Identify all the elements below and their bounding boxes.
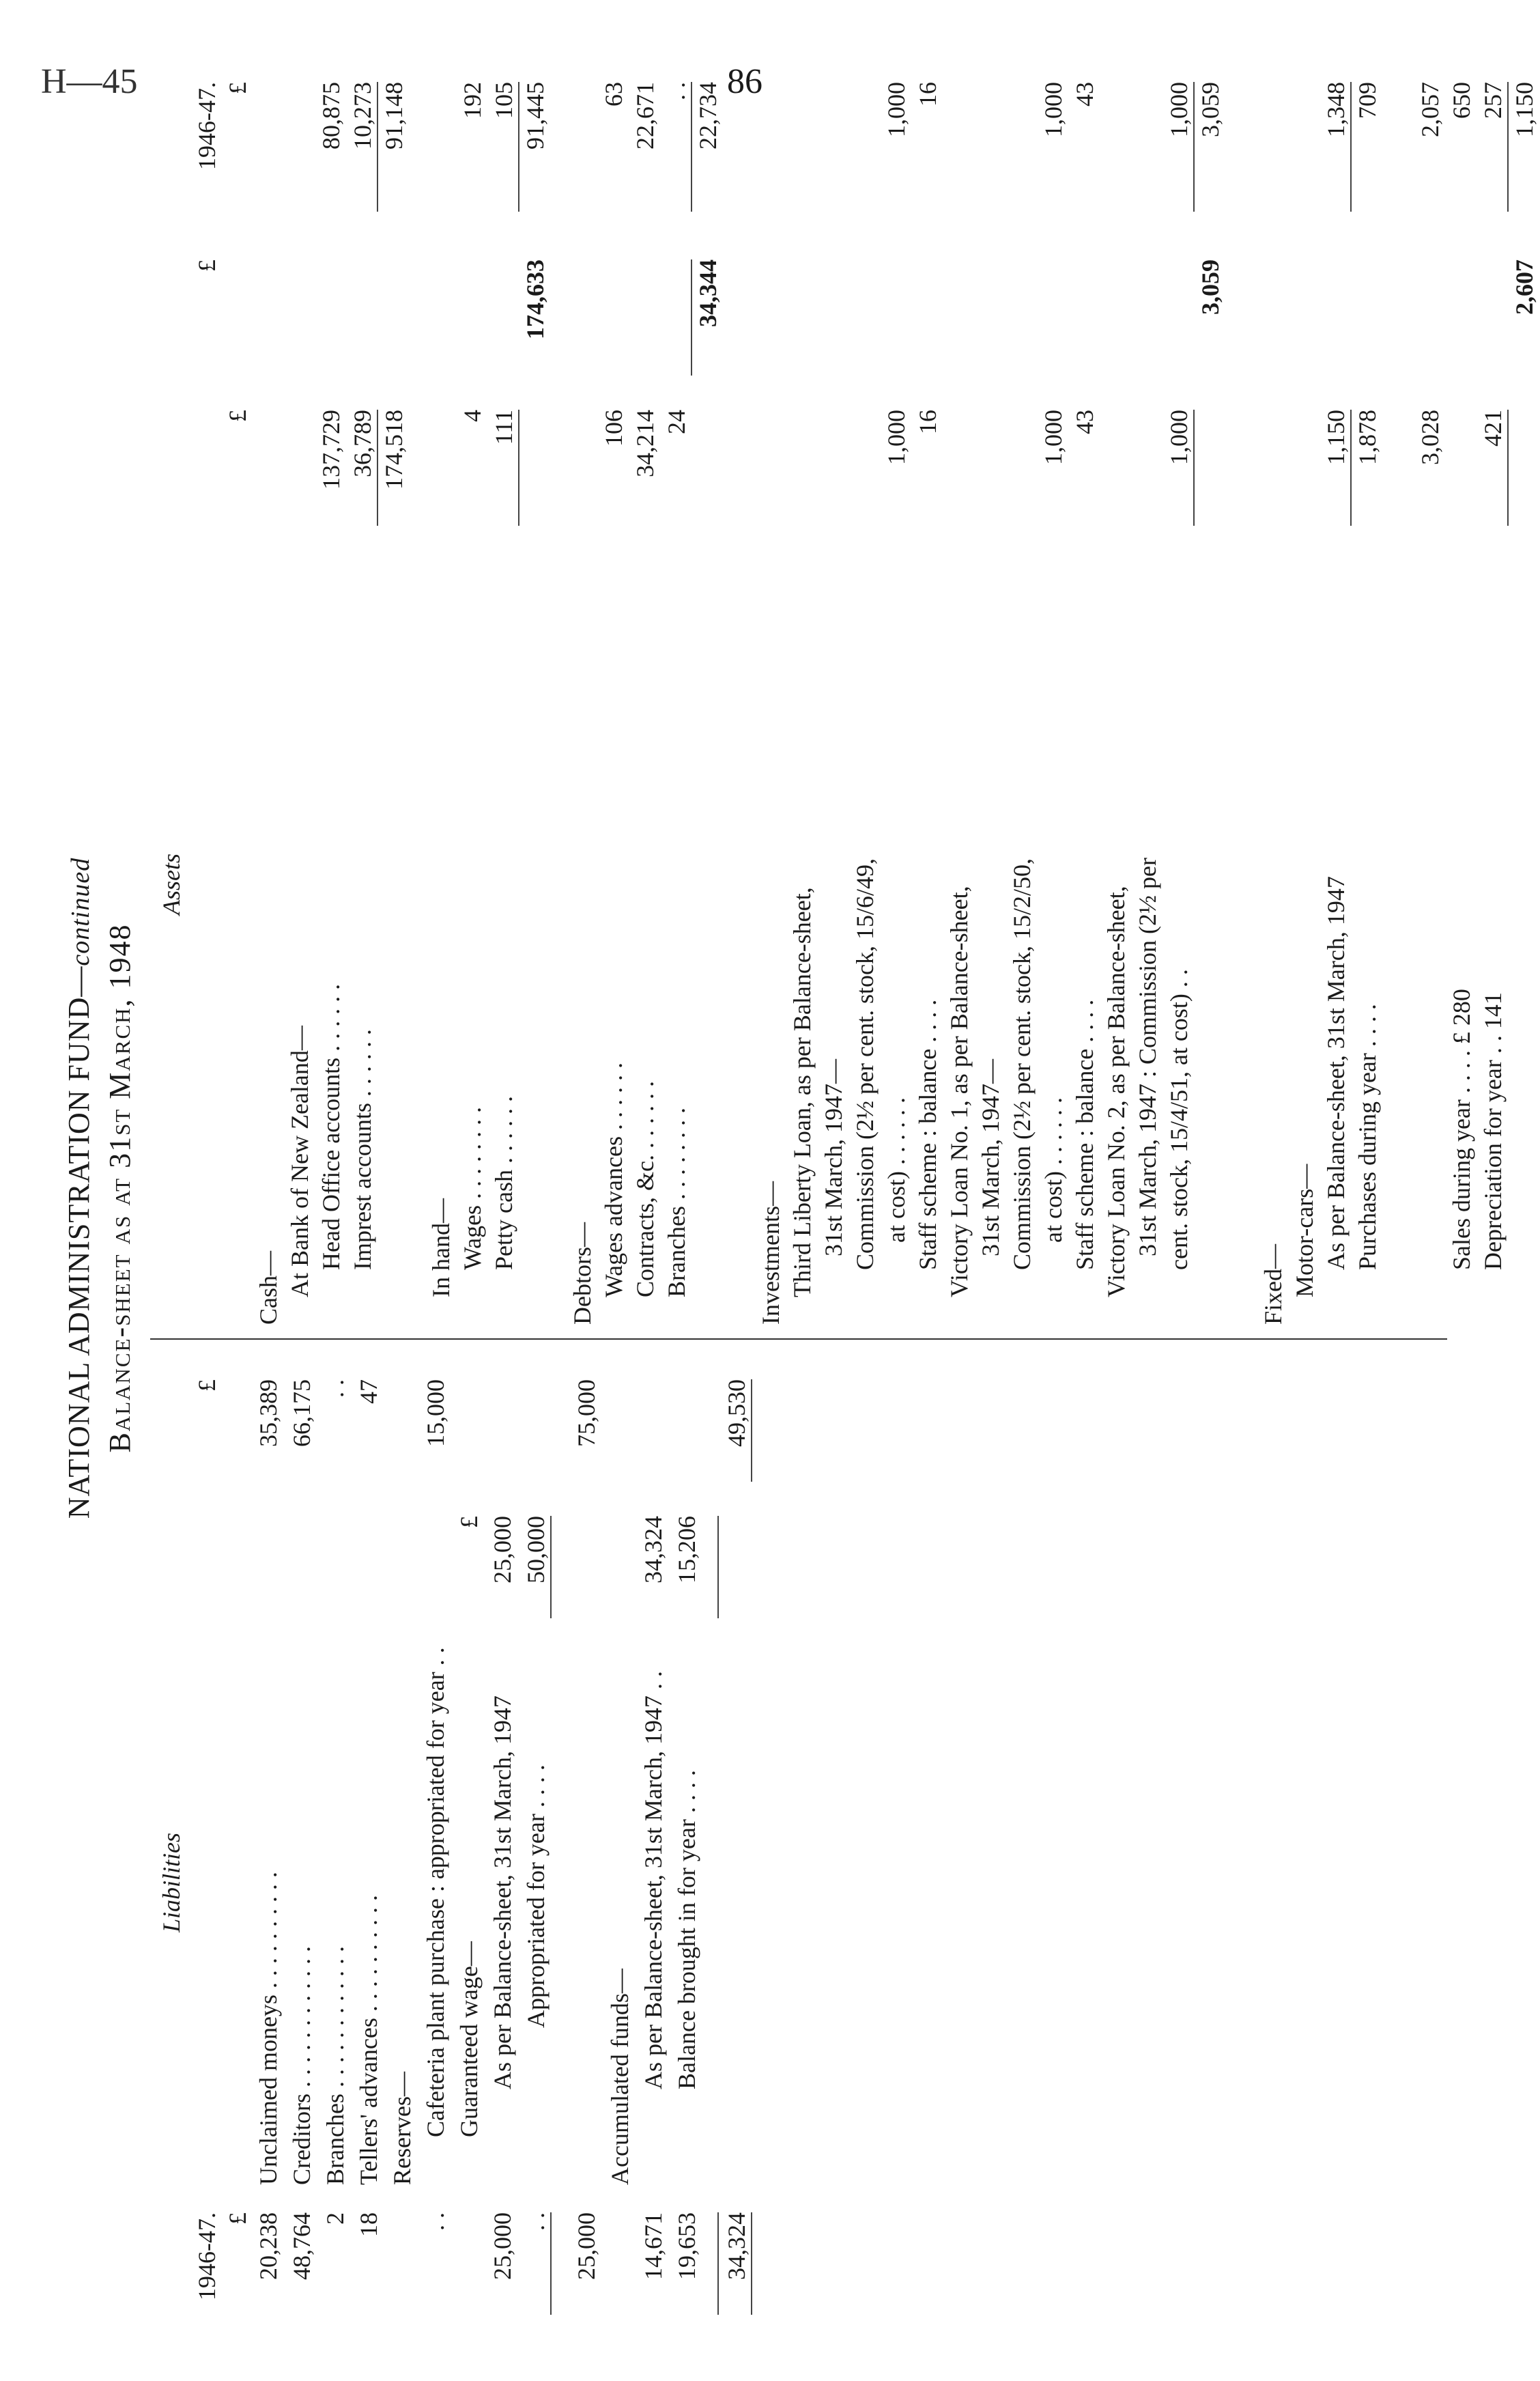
sub-amount: 1,000 (1165, 410, 1193, 465)
row-label: Head Office accounts . . . . . . (317, 983, 345, 1270)
row-label: Victory Loan No. 1, as per Balance-sheet, (945, 886, 973, 1297)
amount: 66,175 (288, 1379, 315, 1447)
column-divider (150, 1338, 1447, 1340)
row-label: 31st March, 1947— (820, 1059, 847, 1256)
total-rule (1507, 410, 1509, 526)
total-rule (518, 410, 519, 526)
sub-amount: 34,214 (631, 410, 659, 477)
currency-heading-sub: £ (224, 410, 251, 422)
sub-amount: 50,000 (522, 1516, 550, 1583)
prev-year-value: 91,148 (380, 82, 408, 150)
prev-year-value: . . (422, 2212, 449, 2231)
total-rule (377, 410, 378, 526)
prev-year-currency: £ (224, 82, 251, 94)
amount: 174,633 (522, 259, 549, 339)
row-label: Creditors . . . . . . . . . . . . (288, 1946, 315, 2185)
balance-sheet-subtitle: Balance-sheet as at 31st March, 1948 (103, 923, 137, 1453)
row-label: As per Balance-sheet, 31st March, 1947 . . (639, 1671, 667, 2089)
total-rule (550, 2212, 552, 2315)
sub-amount: 25,000 (489, 1516, 516, 1583)
sub-amount: 16 (914, 410, 941, 434)
amount: 34,344 (694, 259, 722, 327)
prev-year-value: 22,734 (694, 82, 722, 150)
row-label: Debtors— (569, 1222, 596, 1325)
prev-year-value: 10,273 (349, 82, 376, 150)
row-label: Imprest accounts . . . . . . (349, 1029, 376, 1270)
total-rule (518, 82, 519, 212)
prev-year-value: 63 (600, 82, 627, 107)
row-label: Tellers' advances . . . . . . . . . . (355, 1895, 382, 2185)
prev-year-value: 80,875 (317, 82, 345, 150)
sub-amount: 421 (1479, 410, 1507, 447)
row-label: Investments— (757, 1181, 784, 1325)
prev-year-value: 709 (1354, 82, 1381, 119)
row-label: Victory Loan No. 2, as per Balance-sheet, (1102, 886, 1130, 1297)
row-label: Wages . . . . . . . . (459, 1106, 486, 1270)
prev-year-value: 18 (355, 2212, 382, 2237)
row-label: As per Balance-sheet, 31st March, 1947 (1322, 876, 1350, 1270)
total-rule (1350, 410, 1352, 526)
amount: 2,607 (1511, 259, 1538, 315)
prev-year-value: 1,150 (1511, 82, 1538, 137)
row-label: Wages advances . . . . . . (600, 1062, 627, 1297)
amount: 75,000 (572, 1379, 600, 1447)
prev-year-value: 2,057 (1416, 82, 1444, 137)
row-label: Third Liberty Loan, as per Balance-sheet, (788, 887, 816, 1297)
row-label: Sales during year . . . . £ 280 (1448, 989, 1475, 1270)
sub-amount: 36,789 (349, 410, 376, 477)
row-label: Staff scheme : balance . . . . (1071, 999, 1098, 1270)
currency-heading: £ (193, 1379, 220, 1392)
row-label: at cost) . . . . . . (883, 1097, 910, 1243)
total-rule (377, 82, 378, 212)
sub-amount: £ (455, 1516, 483, 1528)
assets-column (157, 61, 1538, 1332)
row-label: cent. stock, 15/4/51, at cost) . . (1165, 969, 1193, 1270)
prev-year-value: . . (522, 2212, 550, 2231)
sub-amount: 1,150 (1322, 410, 1350, 465)
prev-year-value: 43 (1071, 82, 1098, 107)
assets-heading: Assets (158, 854, 185, 915)
amount: 15,000 (422, 1379, 449, 1447)
row-label: Guaranteed wage— (455, 1941, 483, 2137)
sub-amount: 1,000 (1040, 410, 1067, 465)
row-label: Appropriated for year . . . . (522, 1764, 550, 2028)
prev-year-value: 91,445 (522, 82, 549, 150)
prev-year-value: 192 (459, 82, 486, 119)
prev-year-value: 16 (914, 82, 941, 107)
row-label: Cash— (255, 1251, 282, 1325)
prev-year-value: 105 (490, 82, 517, 119)
row-label: 31st March, 1947 : Commission (2½ per (1134, 858, 1161, 1256)
total-rule (751, 2212, 752, 2315)
sub-amount: 111 (490, 410, 517, 445)
total-rule (1193, 82, 1195, 212)
total-rule (751, 1379, 752, 1482)
prev-year-value: 257 (1479, 82, 1507, 119)
row-label: In hand— (427, 1198, 455, 1297)
row-label: Purchases during year . . . . (1354, 1004, 1381, 1270)
prev-year-value: 25,000 (572, 2212, 600, 2280)
amount: 47 (355, 1379, 382, 1404)
total-rule (1193, 410, 1195, 526)
total-rule (717, 2212, 719, 2315)
prev-year-value: 20,238 (255, 2212, 282, 2280)
sub-amount: 174,518 (380, 410, 408, 490)
sub-amount: 24 (663, 410, 690, 434)
fund-title (61, 61, 96, 2315)
sub-amount: 137,729 (317, 410, 345, 490)
prev-year-value: 1,000 (883, 82, 910, 137)
row-label: At Bank of New Zealand— (286, 1026, 313, 1297)
sub-amount: 15,206 (672, 1516, 700, 1583)
row-label: at cost) . . . . . . (1040, 1097, 1067, 1243)
row-label: Cafeteria plant purchase : appropriated for year . . (422, 1647, 449, 2137)
row-label: Motor-cars— (1291, 1164, 1318, 1297)
page-number: 86 (727, 62, 762, 101)
fund-title-text: NATIONAL ADMINISTRATION FUND— (62, 966, 96, 1519)
prev-year-heading: 1946-47. (193, 2212, 220, 2300)
row-label: Reserves— (388, 2072, 416, 2185)
rotated-balance-sheet (27, 61, 1538, 2315)
prev-year-value: 19,653 (672, 2212, 700, 2280)
amount: 35,389 (255, 1379, 282, 1447)
sub-amount: 3,028 (1416, 410, 1444, 465)
total-rule (1507, 82, 1509, 212)
page-code: H—45 (41, 62, 138, 101)
row-label: As per Balance-sheet, 31st March, 1947 (489, 1695, 516, 2089)
prev-year-value: 22,671 (631, 82, 659, 150)
currency-heading: £ (193, 259, 220, 272)
sub-amount: 43 (1071, 410, 1098, 434)
row-label: Fixed— (1259, 1243, 1287, 1325)
row-label: Accumulated funds— (605, 1969, 633, 2185)
total-rule (717, 1516, 719, 1618)
fund-title-suffix: continued (66, 857, 95, 966)
row-label: 31st March, 1947— (977, 1059, 1004, 1256)
amount: 49,530 (723, 1379, 750, 1447)
total-rule (550, 1516, 552, 1618)
prev-year-value: . . (663, 82, 690, 100)
row-label: Branches . . . . . . . . (663, 1108, 690, 1297)
sub-amount: 106 (600, 410, 627, 447)
prev-year-value: 34,324 (723, 2212, 750, 2280)
total-rule (691, 259, 692, 376)
row-label: Contracts, &c. . . . . . . (631, 1081, 659, 1297)
prev-year-value: 1,000 (1040, 82, 1067, 137)
amount: 3,059 (1197, 259, 1224, 315)
row-label: Depreciation for year . . 141 (1479, 992, 1507, 1270)
total-rule (1350, 82, 1352, 212)
row-label: Balance brought in for year . . . . (672, 1770, 700, 2089)
row-label: Unclaimed moneys . . . . . . . . . . (255, 1872, 282, 2185)
sub-amount: 1,878 (1354, 410, 1381, 465)
sub-amount: 1,000 (883, 410, 910, 465)
sub-amount: 4 (459, 410, 486, 422)
prev-year-value: 1,348 (1322, 82, 1350, 137)
sub-amount: 34,324 (639, 1516, 667, 1583)
prev-year-heading: 1946-47. (193, 82, 220, 170)
prev-year-value: 2 (322, 2212, 349, 2225)
prev-year-value: 3,059 (1197, 82, 1224, 137)
prev-year-value: 1,000 (1165, 82, 1193, 137)
amount: . . (322, 1379, 349, 1398)
row-label: Branches . . . . . . . . . . . . (322, 1946, 349, 2185)
row-label: Commission (2½ per cent. stock, 15/2/50, (1008, 858, 1036, 1270)
row-label: Commission (2½ per cent. stock, 15/6/49, (851, 858, 879, 1270)
prev-year-value: 25,000 (489, 2212, 516, 2280)
row-label: Petty cash . . . . . . (490, 1096, 517, 1270)
row-label: Staff scheme : balance . . . . (914, 999, 941, 1270)
liabilities-column (157, 1345, 1454, 2315)
liabilities-heading: Liabilities (158, 1832, 185, 1932)
prev-year-value: 650 (1448, 82, 1475, 119)
prev-year-value: 48,764 (288, 2212, 315, 2280)
prev-year-currency: £ (224, 2212, 251, 2225)
total-rule (691, 82, 692, 212)
prev-year-value: 14,671 (639, 2212, 667, 2280)
